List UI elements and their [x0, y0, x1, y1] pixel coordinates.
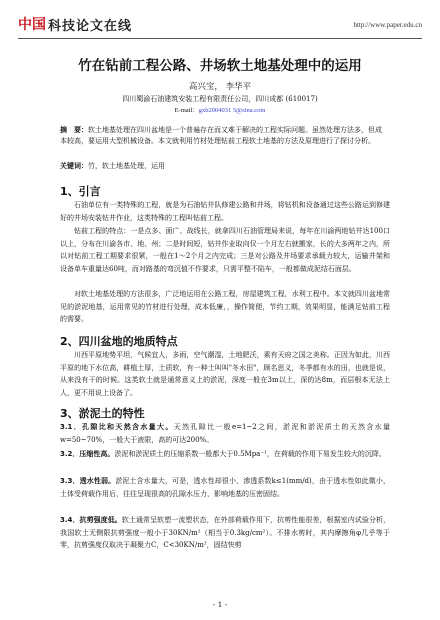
email-label: E-mail： — [174, 107, 199, 114]
section-3-1-heading: 3.1．孔隙比和天然含水量大。 — [60, 423, 174, 431]
section-3-3-body: 淤泥土含水量大，可是，透水性却很小，渗透系数k≤1(mm/d)，由于透水性如此微小，土体受荷载作用后，往往呈现很高的孔隙水压力，影响地基的压密固结。 — [60, 477, 390, 498]
section-3-4-body: 软土通常呈软塑一流塑状态，在外部荷载作用下，抗剪性能很差，根据室内试验分析，我国软土无侧限抗剪强度一般小于30KN/m²（相当于0.3kg/cm²）。不排水剪时，其内摩擦角φ几乎等于零，抗剪强度仅取决于凝聚力C，C<30KN/m²，固结快剪 — [60, 516, 391, 550]
section-3-2 — [60, 448, 390, 461]
section-3-3-heading: 3.3．透水性弱。 — [60, 477, 116, 485]
section-3-1 — [60, 421, 390, 446]
keywords — [60, 161, 388, 172]
section-3-4-heading: 3.4．抗剪强度低。 — [60, 516, 122, 524]
paper-affiliation: 四川蜀渝石油建筑安装工程有限责任公司，四川成都 (610017) — [122, 95, 318, 103]
paper-authors: 高兴宝， 李华平 — [188, 82, 252, 92]
abstract-label: 摘 要： — [60, 126, 88, 134]
section-3-4 — [60, 514, 390, 552]
section-3-2-body: 淤泥和淤泥质土的压缩系数一般都大于0.5Mpa⁻¹，在荷载的作用下易发生较大的沉降。 — [114, 450, 386, 458]
paper-email-line — [0, 105, 440, 114]
keywords-text: 竹，软土地基处理，运用 — [88, 162, 165, 170]
site-header — [18, 14, 422, 36]
section-2-paragraph-1: 川西平原地势平坦，气候宜人，多雨，空气潮湿，土地肥沃，素有天府之国之美称。正因为如此，川西平原的地下水位高，耕植土厚，土质软，有一种土叫叫"冬水田"，顾名思义，冬季都有水的田，也就是说，从来没有干的时候。这类软土就是通常意义上的淤泥，深度一般在3m以上，深的达8m，而层根本无法上人，更不用说上设备了。 — [60, 351, 390, 397]
section-1-paragraph-3: 对软土地基处理的方法很多，广泛地运用在公路工程，房屋建筑工程，水利工程中。本文就四川盆地常见的淤泥地基，运用常见的竹材进行处理，成本低廉，，操作简便，节约工期，效果明显，能满足钻前工程的需要。 — [60, 290, 390, 324]
email-link[interactable]: gxb2004031 5@sina.com — [198, 107, 266, 114]
section-3-3 — [60, 475, 390, 500]
header-divider — [18, 38, 422, 39]
logo-text: 科技论文在线 — [48, 17, 133, 33]
site-logo[interactable] — [18, 14, 132, 34]
section-3-2-heading: 3.2．压缩性高。 — [60, 450, 115, 458]
section-1-heading: 1、引言 — [60, 185, 101, 198]
abstract — [60, 125, 388, 147]
site-url[interactable]: http://www.paper.edu.cn — [353, 21, 422, 29]
abstract-text: 软土地基处理在四川盆地是一个普遍存在而又难于解决的工程实际问题。虽然处理方法多，但成本较高，要运用大型机械设备。本文就利用竹材处理钻前工程软土地基的方法及原理进行了探讨分析。 — [60, 126, 382, 145]
page-number: - 1 - — [212, 600, 228, 609]
paper-title: 竹在钻前工程公路、井场软土地基处理中的运用 — [78, 58, 362, 74]
section-3-1-body: 天然孔隙比一般e=1~2之间，淤泥和淤泥质土的天然含水量w=50~70%，一般大于液限，高的可达200%。 — [60, 423, 390, 444]
logo-mark: 中国 — [18, 16, 46, 32]
keywords-label: 关键词： — [60, 162, 88, 170]
section-2-heading: 2、四川盆地的地质特点 — [60, 335, 178, 348]
section-3-heading: 3、淤泥土的特性 — [60, 407, 145, 420]
section-1-paragraph-1: 石油单位有一类特殊的工程，就是为石油钻井队修建公路和井场，将钻机和设备通过这些公路运到修建好的井场安装钻井作业，这类特殊的工程叫钻前工程。 — [60, 201, 390, 222]
section-1-paragraph-2: 钻前工程的特点：一是点多、面广、战线长，就拿四川石油管理局来说，每年在川渝两地钻井达100口以上，分布在川渝各市、地、州；二是时间短，钻井作业取向仅一个月左右就搬家，长的大多两年之内，所以对钻前工程工期要求很紧，一般在1～2个月之内完成；三是对公路及井场要求承载力较大，运输井架和设备单车重量达60吨，而对路基的弯沉值不作要求，只需平整不陷车，一般都做成泥结石面层。 — [60, 227, 390, 273]
